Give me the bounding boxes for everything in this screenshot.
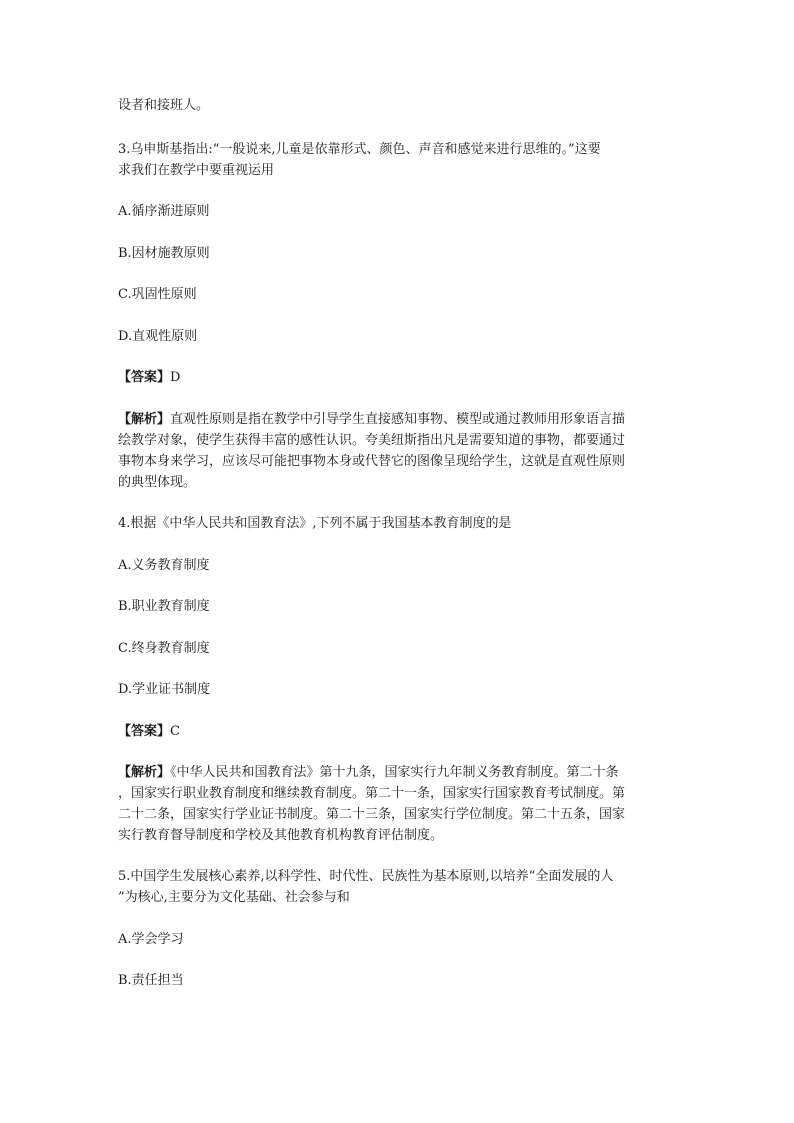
question-4-option-c: C.终身教育制度: [118, 641, 210, 656]
question-4-analysis: [118, 762, 678, 846]
answer-label: 【答案】: [118, 724, 171, 739]
analysis-line: 二十二条，国家实行学业证书制度。第二十三条，国家实行学位制度。第二十五条，国家: [118, 807, 626, 822]
analysis-line: 事物本身来学习，应该尽可能把事物本身或代替它的图像呈现给学生，这就是直观性原则: [118, 454, 626, 469]
analysis-label: 【解析】: [118, 412, 171, 427]
question-4-option-d: D.学业证书制度: [118, 682, 211, 697]
question-stem-line: ”为核心,主要分为文化基础、社会参与和: [118, 890, 350, 905]
analysis-line: ，国家实行职业教育制度和继续教育制度。第二十一条，国家实行国家教育考试制度。第: [118, 786, 626, 801]
answer-value: D: [170, 370, 181, 385]
question-3-analysis: [118, 409, 678, 493]
question-3-option-b: B.因材施教原则: [118, 246, 210, 261]
answer-value: C: [170, 724, 180, 739]
analysis-label: 【解析】: [118, 765, 171, 780]
question-3-option-a: A.循序渐进原则: [118, 204, 210, 219]
analysis-line: 《中华人民共和国教育法》第十九条，国家实行九年制义务教育制度。第二十条: [170, 765, 619, 780]
continuation-text: 设者和接班人。: [118, 98, 210, 113]
question-4-answer: [118, 721, 678, 742]
answer-label: 【答案】: [118, 370, 171, 385]
question-5-stem: [118, 866, 678, 908]
question-4-option-a: A.义务教育制度: [118, 558, 210, 573]
question-4-option-b: B.职业教育制度: [118, 599, 210, 614]
analysis-line: 的典型体现。: [118, 475, 197, 490]
question-stem-line: 5.中国学生发展核心素养,以科学性、时代性、民族性为基本原则,以培养“全面发展的人: [118, 869, 614, 884]
question-5-option-b: B.责任担当: [118, 973, 184, 988]
question-3-stem: [118, 139, 678, 181]
question-stem-line: 4.根据《中华人民共和国教育法》,下列不属于我国基本教育制度的是: [118, 516, 512, 531]
question-5-option-a: A.学会学习: [118, 932, 184, 947]
analysis-line: 绘教学对象，使学生获得丰富的感性认识。夸美纽斯指出凡是需要知道的事物，都要通过: [118, 433, 626, 448]
question-3-option-c: C.巩固性原则: [118, 287, 197, 302]
question-stem-line: 求我们在教学中要重视运用: [118, 163, 275, 178]
analysis-line: 实行教育督导制度和学校及其他教育机构教育评估制度。: [118, 828, 444, 843]
question-3-option-d: D.直观性原则: [118, 329, 198, 344]
analysis-line: 直观性原则是指在教学中引导学生直接感知事物、模型或通过教师用形象语言描: [170, 412, 626, 427]
question-stem-line: 3.乌申斯基指出:“一般说来,儿童是依靠形式、颜色、声音和感觉来进行思维的。”这要: [118, 142, 601, 157]
question-4-stem: [118, 513, 678, 534]
question-3-answer: [118, 367, 678, 388]
